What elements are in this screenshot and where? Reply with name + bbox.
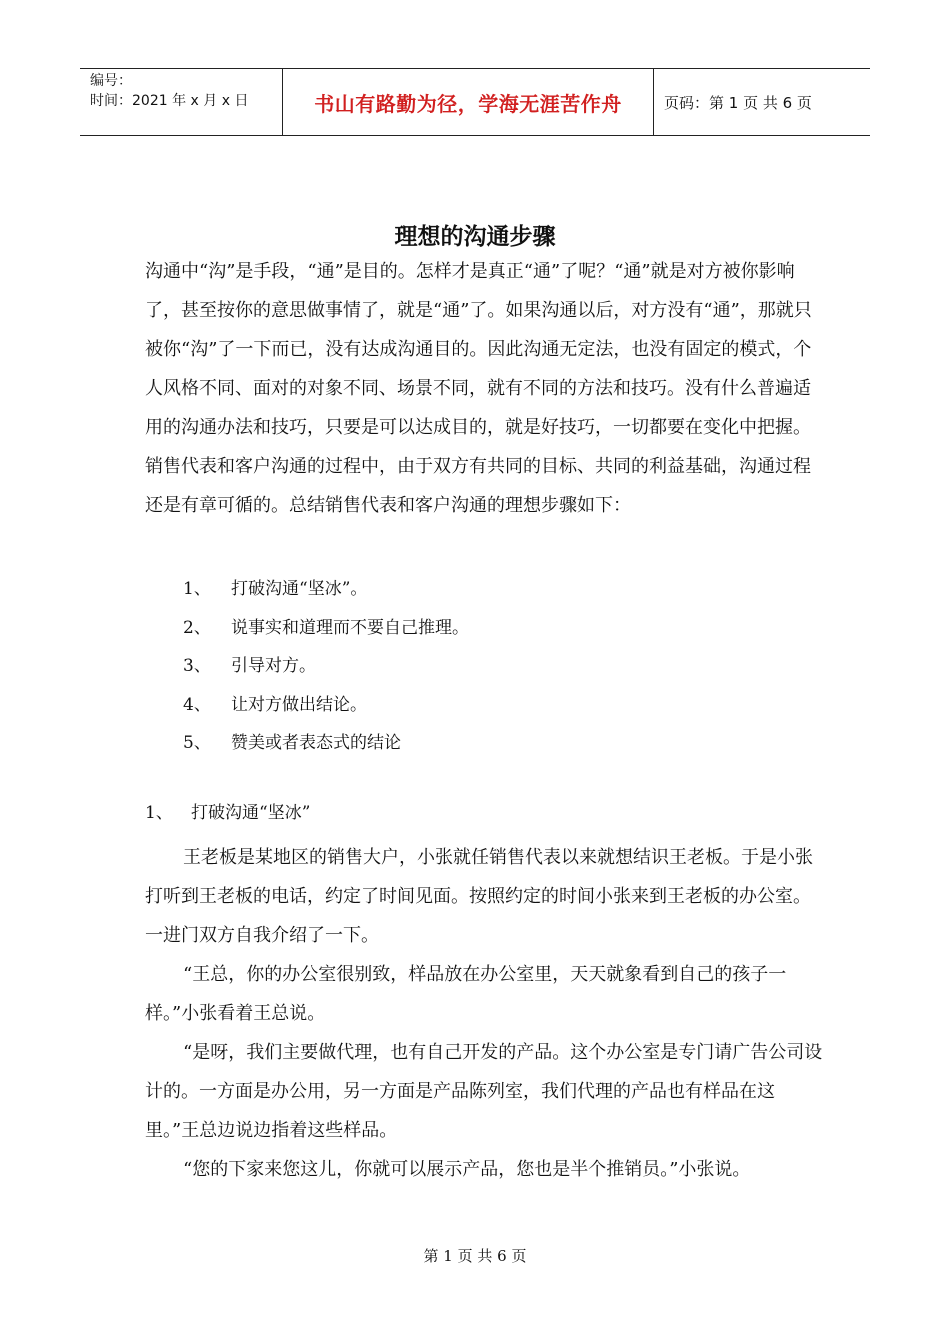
header-meta xyxy=(80,69,282,135)
step-number: 3、 xyxy=(183,656,211,676)
page-footer: 第 1 页 共 6 页 xyxy=(423,1247,527,1265)
step-number: 1、 xyxy=(183,579,211,599)
step-text: 说事实和道理而不要自己推理。 xyxy=(231,617,469,638)
step-text: 引导对方。 xyxy=(231,656,316,676)
motto: 书山有路勤为径，学海无涯苦作舟 xyxy=(314,91,622,116)
time-label: 时间：2021 年 x 月 x 日 xyxy=(90,93,249,109)
section-body xyxy=(145,838,825,1189)
number-label: 编号： xyxy=(90,73,132,89)
step-text: 打破沟通“坚冰”。 xyxy=(231,579,368,599)
page-label: 页码：第 1 页 共 6 页 xyxy=(664,93,812,112)
body-paragraph: “王总，你的办公室很别致，样品放在办公室里，天天就象看到自己的孩子一样。”小张看着王总说。 xyxy=(145,964,787,1024)
step-text: 让对方做出结论。 xyxy=(231,694,367,715)
step-number: 4、 xyxy=(183,694,211,715)
list-item xyxy=(183,570,469,609)
section-heading xyxy=(145,798,310,823)
steps-list xyxy=(183,570,469,763)
body-paragraph: “您的下家来您这儿，你就可以展示产品，您也是半个推销员。”小张说。 xyxy=(183,1159,751,1180)
step-text: 赞美或者表态式的结论 xyxy=(231,733,401,753)
body-paragraph: “是呀，我们主要做代理，也有自己开发的产品。这个办公室是专门请广告公司设计的。一方面是办公用，另一方面是产品陈列室，我们代理的产品也有样品在这里。”王总边说边指着这些样品。 xyxy=(145,1042,823,1141)
body-paragraph: 王老板是某地区的销售大户，小张就任销售代表以来就想结识王老板。于是小张打听到王老板的电话，约定了时间见面。按照约定的时间小张来到王老板的办公室。一进门双方自我介绍了一下。 xyxy=(145,847,813,946)
header-motto-cell xyxy=(282,69,654,135)
list-item xyxy=(183,724,469,763)
list-item xyxy=(183,647,469,686)
section-number: 1、 xyxy=(145,803,173,823)
section-title: 打破沟通“坚冰” xyxy=(191,803,311,823)
list-item xyxy=(183,686,469,725)
page-title: 理想的沟通步骤 xyxy=(394,224,556,250)
header-page-cell xyxy=(654,69,870,135)
step-number: 5、 xyxy=(183,733,211,753)
step-number: 2、 xyxy=(183,617,211,638)
document-header xyxy=(80,68,870,136)
list-item xyxy=(183,609,469,648)
intro-paragraph: 沟通中“沟”是手段，“通”是目的。怎样才是真正“通”了呢？“通”就是对方被你影响了，甚至按你的意思做事情了，就是“通”了。如果沟通以后，对方没有“通”，那就只被你“沟”了一下而已，没有达成沟通目的。因此沟通无定法，也没有固定的模式，个人风格不同、面对的对象不同、场景不同，就有不同的方法和技巧。没有什么普遍适用的沟通办法和技巧，只要是可以达成目的，就是好技巧，一切都要在变化中把握。销售代表和客户沟通的过程中，由于双方有共同的目标、共同的利益基础，沟通过程还是有章可循的。总结销售代表和客户沟通的理想步骤如下： xyxy=(145,261,812,516)
